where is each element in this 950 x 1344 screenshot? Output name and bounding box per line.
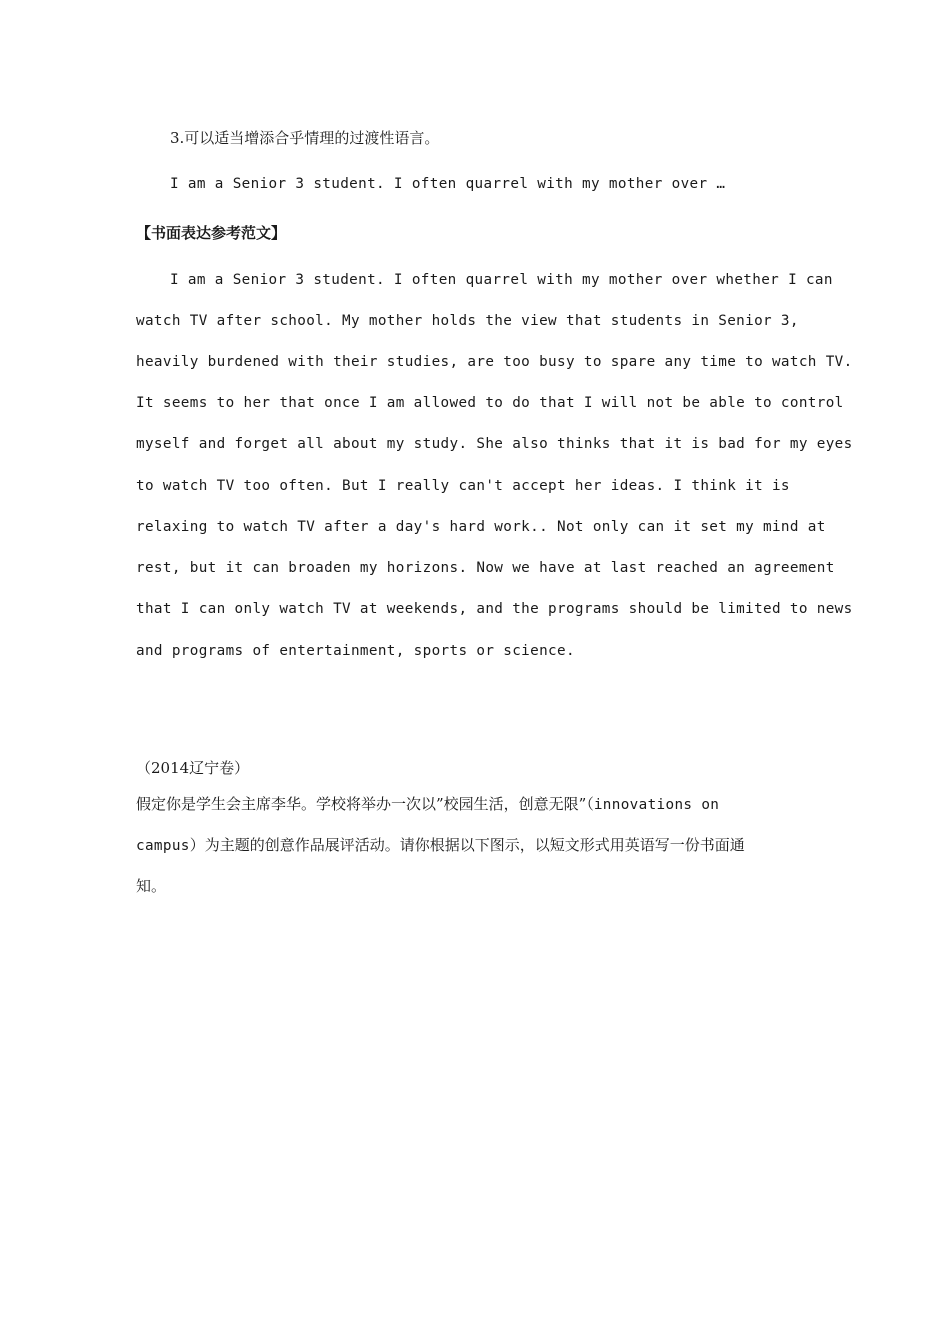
task-prompt-cn: ）为主题的创意作品展评活动。请你根据以下图示，以短文形式用英语写一份书面通 [189,836,745,854]
task-source: （2014辽宁卷） [136,759,250,777]
essay-line: relaxing to watch TV after a day's hard work.. Not only can it set my mind at [136,519,826,535]
task-prompt-line-1 [136,793,719,814]
instruction-item-3: 3.可以适当增添合乎情理的过渡性语言。 [170,129,440,147]
task-prompt-cn: 假定你是学生会主席李华。学校将举办一次以”校园生活，创意无限”（ [136,795,594,813]
essay-line: to watch TV too often. But I really can't accept her ideas. I think it is [136,478,790,494]
task-prompt-en: innovations on [593,797,720,813]
essay-line: rest, but it can broaden my horizons. Now we have at last reached an agreement [136,560,835,576]
essay-line: It seems to her that once I am allowed to do that I will not be able to control [136,395,844,411]
essay-line: that I can only watch TV at weekends, and the programs should be limited to news [136,601,853,617]
task-prompt-en: campus [136,838,190,854]
task-prompt-line-2 [136,834,745,855]
essay-opening-line: I am a Senior 3 student. I often quarrel with my mother over … [170,176,726,192]
sample-essay-heading: 【书面表达参考范文】 [136,224,287,242]
essay-line: heavily burdened with their studies, are too busy to spare any time to watch TV. [136,354,853,370]
task-prompt-line-3: 知。 [136,877,167,895]
essay-line: and programs of entertainment, sports or science. [136,643,575,659]
essay-line: I am a Senior 3 student. I often quarrel with my mother over whether I can [170,272,833,288]
essay-line: watch TV after school. My mother holds the view that students in Senior 3, [136,313,799,329]
essay-line: myself and forget all about my study. She also thinks that it is bad for my eyes [136,436,853,452]
